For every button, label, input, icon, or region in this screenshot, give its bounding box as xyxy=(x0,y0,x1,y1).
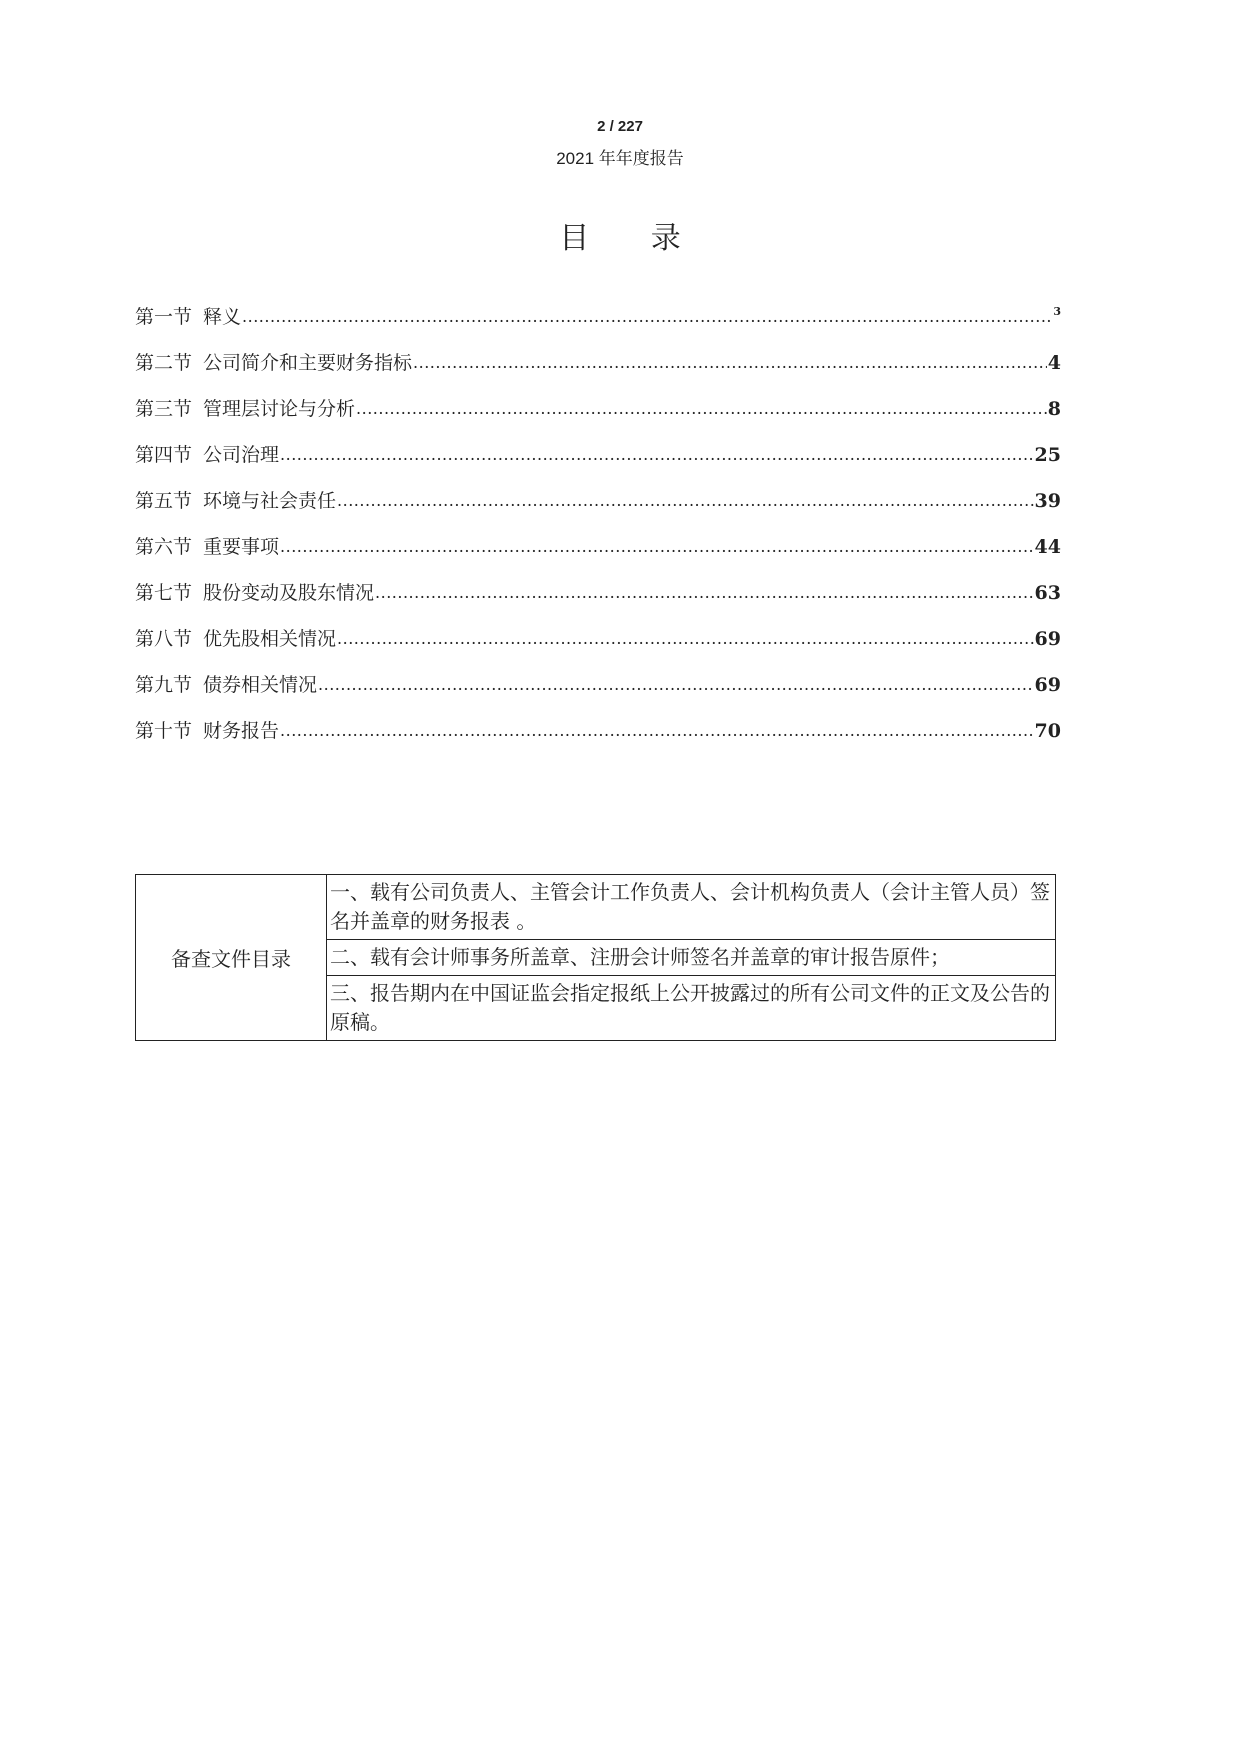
toc-leader xyxy=(413,351,1047,373)
toc-chapter: 第六节 xyxy=(135,536,193,558)
toc-title: 公司治理 xyxy=(203,444,280,466)
toc-title: 优先股相关情况 xyxy=(203,628,337,650)
reference-document-item: 三、报告期内在中国证监会指定报纸上公开披露过的所有公司文件的正文及公告的原稿。 xyxy=(327,976,1056,1041)
table-row xyxy=(136,875,1056,940)
toc-entry[interactable] xyxy=(135,486,1061,532)
toc-title: 环境与社会责任 xyxy=(203,490,337,512)
toc-page-number: 44 xyxy=(1034,536,1061,558)
reference-document-item: 二、载有会计师事务所盖章、注册会计师签名并盖章的审计报告原件； xyxy=(327,940,1056,976)
toc-entry[interactable] xyxy=(135,302,1061,348)
toc-entry[interactable] xyxy=(135,532,1061,578)
toc-entry[interactable] xyxy=(135,348,1061,394)
toc-page-number: 63 xyxy=(1034,582,1061,604)
toc-leader xyxy=(280,535,1034,557)
toc-title: 股份变动及股东情况 xyxy=(203,582,375,604)
toc-entry[interactable] xyxy=(135,716,1061,762)
toc-heading: 目 录 xyxy=(559,221,707,256)
reference-documents-label: 备查文件目录 xyxy=(136,875,327,1041)
report-title: 2021 年年度报告 xyxy=(556,149,684,168)
toc-page-number: 8 xyxy=(1047,398,1061,420)
toc-title: 财务报告 xyxy=(203,720,280,742)
toc-entry[interactable] xyxy=(135,394,1061,440)
toc-title: 管理层讨论与分析 xyxy=(203,398,356,420)
toc-title: 释义 xyxy=(203,306,242,328)
toc-chapter: 第九节 xyxy=(135,674,193,696)
toc-chapter: 第一节 xyxy=(135,306,193,328)
toc-leader xyxy=(280,443,1034,465)
toc-chapter: 第三节 xyxy=(135,398,193,420)
toc-chapter: 第十节 xyxy=(135,720,193,742)
toc-leader xyxy=(337,627,1034,649)
toc-page-number: 69 xyxy=(1034,628,1061,650)
toc-leader xyxy=(318,673,1034,695)
toc-entry[interactable] xyxy=(135,440,1061,486)
toc-page-number: 25 xyxy=(1034,444,1061,466)
toc-entry[interactable] xyxy=(135,670,1061,716)
toc-chapter: 第四节 xyxy=(135,444,193,466)
toc-chapter: 第五节 xyxy=(135,490,193,512)
toc-entry[interactable] xyxy=(135,624,1061,670)
toc-chapter: 第八节 xyxy=(135,628,193,650)
toc-page-number: 70 xyxy=(1034,720,1061,742)
toc-leader xyxy=(280,719,1034,741)
table-of-contents xyxy=(135,302,1061,762)
page-indicator: 2 / 227 xyxy=(597,118,643,135)
toc-entry[interactable] xyxy=(135,578,1061,624)
toc-title: 公司简介和主要财务指标 xyxy=(203,352,413,374)
toc-page-number: 3 xyxy=(1053,305,1061,318)
toc-leader xyxy=(242,305,1052,327)
toc-leader xyxy=(356,397,1047,419)
toc-page-number: 39 xyxy=(1034,490,1061,512)
reference-documents-table xyxy=(135,874,1056,1041)
toc-page-number: 69 xyxy=(1034,674,1061,696)
toc-leader xyxy=(337,489,1034,511)
toc-leader xyxy=(375,581,1034,603)
toc-title: 重要事项 xyxy=(203,536,280,558)
toc-chapter: 第七节 xyxy=(135,582,193,604)
toc-title: 债券相关情况 xyxy=(203,674,318,696)
toc-chapter: 第二节 xyxy=(135,352,193,374)
toc-page-number: 4 xyxy=(1047,352,1061,374)
reference-document-item: 一、载有公司负责人、主管会计工作负责人、会计机构负责人（会计主管人员）签名并盖章的财务报表 。 xyxy=(327,875,1056,940)
